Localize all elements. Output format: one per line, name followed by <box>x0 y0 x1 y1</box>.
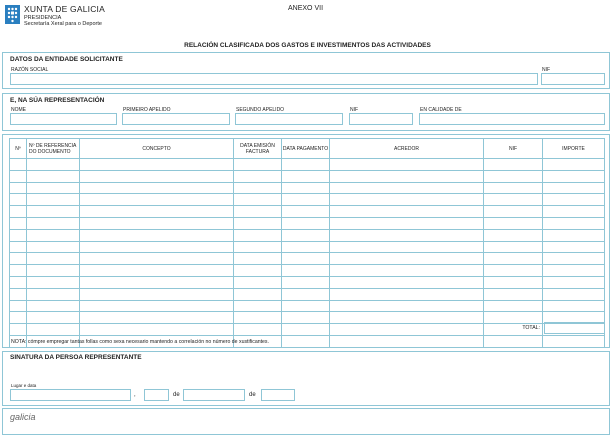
signature-section-title: SINATURA DA PERSOA REPRESENTANTE <box>10 354 142 361</box>
table-cell[interactable] <box>330 312 484 324</box>
table-cell[interactable] <box>27 276 80 288</box>
table-cell[interactable] <box>330 276 484 288</box>
table-cell[interactable] <box>484 182 543 194</box>
table-row <box>10 300 605 312</box>
table-cell[interactable] <box>282 253 330 265</box>
table-cell[interactable] <box>543 265 605 277</box>
table-cell[interactable] <box>27 194 80 206</box>
table-row <box>10 170 605 182</box>
table-cell[interactable] <box>330 170 484 182</box>
de-label-1: de <box>173 392 180 398</box>
table-cell[interactable] <box>10 288 27 300</box>
de-label-2: de <box>249 392 256 398</box>
table-cell[interactable] <box>330 159 484 171</box>
table-cell[interactable] <box>234 324 282 336</box>
annex-label: ANEXO VII <box>288 5 324 12</box>
table-cell[interactable] <box>10 324 27 336</box>
table-cell[interactable] <box>10 194 27 206</box>
table-cell[interactable] <box>484 170 543 182</box>
table-cell[interactable] <box>484 335 543 347</box>
table-cell[interactable] <box>234 312 282 324</box>
representative-nif-label: NIF <box>350 107 359 113</box>
year-field[interactable] <box>261 389 295 401</box>
table-cell[interactable] <box>234 217 282 229</box>
total-field[interactable] <box>544 322 605 334</box>
table-row <box>10 194 605 206</box>
table-row <box>10 276 605 288</box>
second-surname-field[interactable] <box>235 113 343 125</box>
place-date-label: Lugar e data <box>11 383 37 388</box>
place-comma: , <box>134 392 136 398</box>
table-cell[interactable] <box>27 170 80 182</box>
table-cell[interactable] <box>543 276 605 288</box>
table-cell[interactable] <box>543 170 605 182</box>
table-cell[interactable] <box>543 335 605 347</box>
table-cell[interactable] <box>80 276 234 288</box>
expense-table-header <box>10 139 605 159</box>
col-header-amount: IMPORTE <box>543 139 605 159</box>
entity-nif-label: NIF <box>542 67 551 73</box>
table-cell[interactable] <box>282 312 330 324</box>
table-cell[interactable] <box>282 159 330 171</box>
col-header-number: Nº <box>10 139 27 159</box>
table-cell[interactable] <box>543 288 605 300</box>
table-cell[interactable] <box>484 241 543 253</box>
table-cell[interactable] <box>330 253 484 265</box>
table-cell[interactable] <box>330 241 484 253</box>
table-cell[interactable] <box>27 265 80 277</box>
table-cell[interactable] <box>80 170 234 182</box>
representative-nif-field[interactable] <box>349 113 413 125</box>
table-cell[interactable] <box>330 288 484 300</box>
day-field[interactable] <box>144 389 169 401</box>
organization-name: XUNTA DE GALICIA <box>24 4 105 14</box>
table-cell[interactable] <box>484 194 543 206</box>
table-cell[interactable] <box>543 241 605 253</box>
department-name: PRESIDENCIA <box>24 15 62 21</box>
table-cell[interactable] <box>543 159 605 171</box>
table-cell[interactable] <box>484 253 543 265</box>
table-cell[interactable] <box>234 170 282 182</box>
representative-section-title: E, NA SÚA REPRESENTACIÓN <box>10 97 105 104</box>
table-cell[interactable] <box>543 182 605 194</box>
col-header-nif: NIF <box>484 139 543 159</box>
table-cell[interactable] <box>27 288 80 300</box>
total-label: TOTAL: <box>522 325 540 331</box>
table-row <box>10 217 605 229</box>
table-row <box>10 159 605 171</box>
table-cell[interactable] <box>234 159 282 171</box>
col-header-invoice-date: DATA EMISIÓN FACTURA <box>234 139 282 159</box>
table-cell[interactable] <box>80 206 234 218</box>
razon-social-label: RAZÓN SOCIAL <box>11 67 49 73</box>
table-cell[interactable] <box>10 229 27 241</box>
table-cell[interactable] <box>282 229 330 241</box>
table-cell[interactable] <box>330 300 484 312</box>
table-cell[interactable] <box>27 312 80 324</box>
table-cell[interactable] <box>484 265 543 277</box>
table-cell[interactable] <box>282 182 330 194</box>
table-cell[interactable] <box>484 159 543 171</box>
table-cell[interactable] <box>330 206 484 218</box>
table-cell[interactable] <box>282 324 330 336</box>
table-cell[interactable] <box>10 170 27 182</box>
col-header-creditor: ACREDOR <box>330 139 484 159</box>
table-cell[interactable] <box>80 288 234 300</box>
table-cell[interactable] <box>282 276 330 288</box>
table-row <box>10 182 605 194</box>
table-row <box>10 206 605 218</box>
table-cell[interactable] <box>234 288 282 300</box>
table-cell[interactable] <box>330 182 484 194</box>
table-cell[interactable] <box>282 206 330 218</box>
table-cell[interactable] <box>10 241 27 253</box>
table-cell[interactable] <box>27 206 80 218</box>
table-cell[interactable] <box>27 159 80 171</box>
table-cell[interactable] <box>27 217 80 229</box>
table-cell[interactable] <box>330 324 484 336</box>
table-cell[interactable] <box>543 253 605 265</box>
table-row <box>10 229 605 241</box>
table-cell[interactable] <box>80 241 234 253</box>
razon-social-field[interactable] <box>10 73 538 85</box>
table-cell[interactable] <box>330 217 484 229</box>
xunta-coat-of-arms-icon <box>5 5 20 24</box>
name-label: NOME <box>11 107 26 113</box>
name-field[interactable] <box>10 113 117 125</box>
col-header-reference: Nº DE REFERENCIA DO DOCUMENTO <box>27 139 80 159</box>
table-row <box>10 288 605 300</box>
col-header-concept: CONCEPTO <box>80 139 234 159</box>
table-row <box>10 241 605 253</box>
table-cell[interactable] <box>27 229 80 241</box>
table-cell[interactable] <box>282 300 330 312</box>
table-cell[interactable] <box>543 206 605 218</box>
subdepartment-name: Secretaría Xeral para o Deporte <box>24 21 102 27</box>
table-cell[interactable] <box>234 265 282 277</box>
table-cell[interactable] <box>234 241 282 253</box>
capacity-field[interactable] <box>419 113 605 125</box>
place-field[interactable] <box>10 389 131 401</box>
table-cell[interactable] <box>80 182 234 194</box>
expense-table-body <box>10 159 605 348</box>
table-cell[interactable] <box>10 300 27 312</box>
table-cell[interactable] <box>10 276 27 288</box>
table-cell[interactable] <box>282 335 330 347</box>
table-cell[interactable] <box>282 241 330 253</box>
table-cell[interactable] <box>484 206 543 218</box>
table-note: NOTA: cómpre empregar tantas follas como sexa necesario mantendo a correlación no número de xustificantes. <box>11 339 269 345</box>
table-cell[interactable] <box>282 194 330 206</box>
table-cell[interactable] <box>80 265 234 277</box>
table-cell[interactable] <box>543 229 605 241</box>
entity-nif-field[interactable] <box>541 73 605 85</box>
table-cell[interactable] <box>10 182 27 194</box>
table-row <box>10 312 605 324</box>
table-cell[interactable] <box>27 241 80 253</box>
table-cell[interactable] <box>10 159 27 171</box>
table-cell[interactable] <box>484 288 543 300</box>
table-cell[interactable] <box>27 182 80 194</box>
table-cell[interactable] <box>27 324 80 336</box>
first-surname-field[interactable] <box>122 113 230 125</box>
table-cell[interactable] <box>80 312 234 324</box>
second-surname-label: SEGUNDO APELIDO <box>236 107 285 113</box>
month-field[interactable] <box>183 389 245 401</box>
table-cell[interactable] <box>80 324 234 336</box>
table-cell[interactable] <box>234 229 282 241</box>
table-cell[interactable] <box>484 300 543 312</box>
table-cell[interactable] <box>234 206 282 218</box>
table-row <box>10 253 605 265</box>
table-cell[interactable] <box>543 217 605 229</box>
table-cell[interactable] <box>234 253 282 265</box>
document-title: RELACIÓN CLASIFICADA DOS GASTOS E INVESTIMENTOS DAS ACTIVIDADES <box>184 42 431 49</box>
table-cell[interactable] <box>234 182 282 194</box>
col-header-payment-date: DATA PAGAMENTO <box>282 139 330 159</box>
table-cell[interactable] <box>543 300 605 312</box>
table-cell[interactable] <box>484 312 543 324</box>
table-cell[interactable] <box>27 300 80 312</box>
table-cell[interactable] <box>234 300 282 312</box>
table-cell[interactable] <box>80 217 234 229</box>
table-cell[interactable] <box>10 265 27 277</box>
table-cell[interactable] <box>80 159 234 171</box>
table-cell[interactable] <box>80 300 234 312</box>
expense-table <box>9 138 605 348</box>
table-cell[interactable] <box>80 253 234 265</box>
table-cell[interactable] <box>10 206 27 218</box>
table-cell[interactable] <box>330 335 484 347</box>
table-cell[interactable] <box>282 217 330 229</box>
table-row <box>10 265 605 277</box>
table-cell[interactable] <box>282 265 330 277</box>
table-cell[interactable] <box>330 265 484 277</box>
capacity-label: EN CALIDADE DE <box>420 107 462 113</box>
table-cell[interactable] <box>543 194 605 206</box>
first-surname-label: PRIMEIRO APELIDO <box>123 107 171 113</box>
table-cell[interactable] <box>282 170 330 182</box>
table-cell[interactable] <box>484 276 543 288</box>
table-cell[interactable] <box>330 194 484 206</box>
table-cell[interactable] <box>10 253 27 265</box>
table-cell[interactable] <box>330 229 484 241</box>
table-cell[interactable] <box>484 229 543 241</box>
footer-section <box>2 408 610 435</box>
table-cell[interactable] <box>27 253 80 265</box>
galicia-brand-logo: galicia <box>10 412 36 422</box>
table-cell[interactable] <box>282 288 330 300</box>
table-cell[interactable] <box>80 194 234 206</box>
table-cell[interactable] <box>234 194 282 206</box>
entity-section-title: DATOS DA ENTIDADE SOLICITANTE <box>10 56 123 63</box>
table-cell[interactable] <box>80 229 234 241</box>
table-cell[interactable] <box>234 276 282 288</box>
table-cell[interactable] <box>10 217 27 229</box>
table-cell[interactable] <box>484 217 543 229</box>
table-cell[interactable] <box>10 312 27 324</box>
